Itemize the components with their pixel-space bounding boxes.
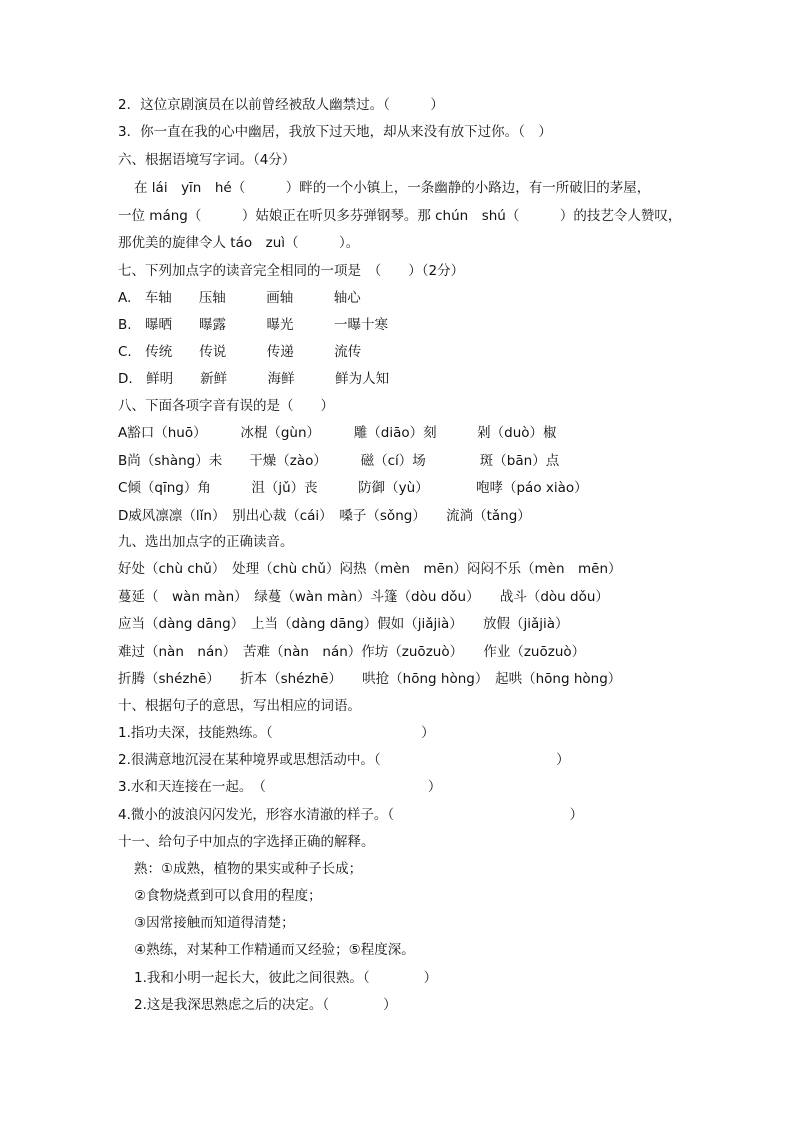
section-9-row-5: 折腾（shézhē） 折本（shézhē） 哄抢（hōng hòng） 起哄（hōng hòng） — [118, 671, 622, 687]
section-8-option-a: A豁口（huō） 冰棍（gùn） 雕（diāo）刻 剁（duò）椒 — [118, 425, 557, 441]
section-7-option-d: D. 鲜明 新鲜 海鲜 鲜为人知 — [118, 371, 390, 387]
section-9-row-4: 难过（nàn nán） 苦难（nàn nán）作坊（zuōzuò） 作业（zuōzuò） — [118, 644, 586, 660]
section-7-option-a: A. 车轴 压轴 画轴 轴心 — [118, 290, 361, 306]
section-7-heading: 七、下列加点字的读音完全相同的一项是 （ ）（2分） — [118, 263, 465, 279]
section-8-option-d: D威风凛凛（lǐn） 别出心裁（cái） 嗓子（sǒng） 流淌（tǎng） — [118, 508, 531, 524]
section-9-row-2: 蔓延（ wàn màn） 绿蔓（wàn màn）斗篷（dòu dǒu） 战斗（dòu dǒu） — [118, 589, 609, 605]
section-10-item-1: 1.指功夫深，技能熟练。（ ） — [118, 725, 435, 741]
section-8-option-c: C倾（qīng）角 沮（jǔ）丧 防御（yù） 咆哮（páo xiào） — [118, 480, 588, 496]
section-8-heading: 八、下面各项字音有误的是（ ） — [118, 398, 334, 414]
section-11-heading: 十一、给句子中加点的字选择正确的解释。 — [118, 834, 375, 850]
section-6-heading: 六、根据语境写字词。（4分） — [118, 152, 296, 168]
section-11-item-1: 1.我和小明一起长大，彼此之间很熟。（ ） — [134, 970, 438, 986]
section-8-option-b: B尚（shàng）未 干燥（zào） 磁（cí）场 斑（bān）点 — [118, 453, 560, 469]
section-10-item-4: 4.微小的波浪闪闪发光，形容水清澈的样子。（ ） — [118, 807, 584, 823]
definition-line-1: 熟：①成熟，植物的果实或种子长成； — [134, 861, 363, 877]
section-10-item-3: 3.水和天连接在一起。 （ ） — [118, 779, 442, 795]
section-6-text-line-3: 那优美的旋律令人 táo zuì（ ）。 — [118, 235, 360, 251]
section-6-text-line-2: 一位 máng（ ）姑娘正在听贝多芬弹钢琴。那 chún shú（ ）的技艺令人赞叹， — [118, 208, 682, 224]
section-6-text-line-1: 在 lái yīn hé（ ）畔的一个小镇上，一条幽静的小路边，有一所破旧的茅屋， — [134, 180, 651, 196]
section-9-heading: 九、选出加点字的正确读音。 — [118, 534, 294, 550]
section-10-heading: 十、根据句子的意思，写出相应的词语。 — [118, 698, 361, 714]
section-7-option-b: B. 曝晒 曝露 曝光 一曝十寒 — [118, 317, 389, 333]
section-7-option-c: C. 传统 传说 传递 流传 — [118, 344, 362, 360]
definition-line-3: ③因常接触而知道得清楚； — [134, 915, 295, 931]
section-11-item-2: 2.这是我深思熟虑之后的决定。（ ） — [134, 997, 397, 1013]
definition-line-4: ④熟练，对某种工作精通而又经验；⑤程度深。 — [134, 942, 415, 958]
section-9-row-1: 好处（chù chǔ） 处理（chù chǔ）闷热（mèn mēn）闷闷不乐（mèn mēn） — [118, 561, 622, 577]
section-10-item-2: 2.很满意地沉浸在某种境界或思想活动中。（ ） — [118, 752, 570, 768]
section-9-row-3: 应当（dàng dāng） 上当（dàng dāng）假如（jiǎjià） 放假（jiǎjià） — [118, 616, 569, 632]
definition-line-2: ②食物烧煮到可以食用的程度； — [134, 888, 322, 904]
question-3-line: 3．你一直在我的心中幽居，我放下过天地，却从来没有放下过你。（ ） — [118, 124, 552, 140]
question-2-line: 2．这位京剧演员在以前曾经被敌人幽禁过。（ ） — [118, 97, 444, 113]
